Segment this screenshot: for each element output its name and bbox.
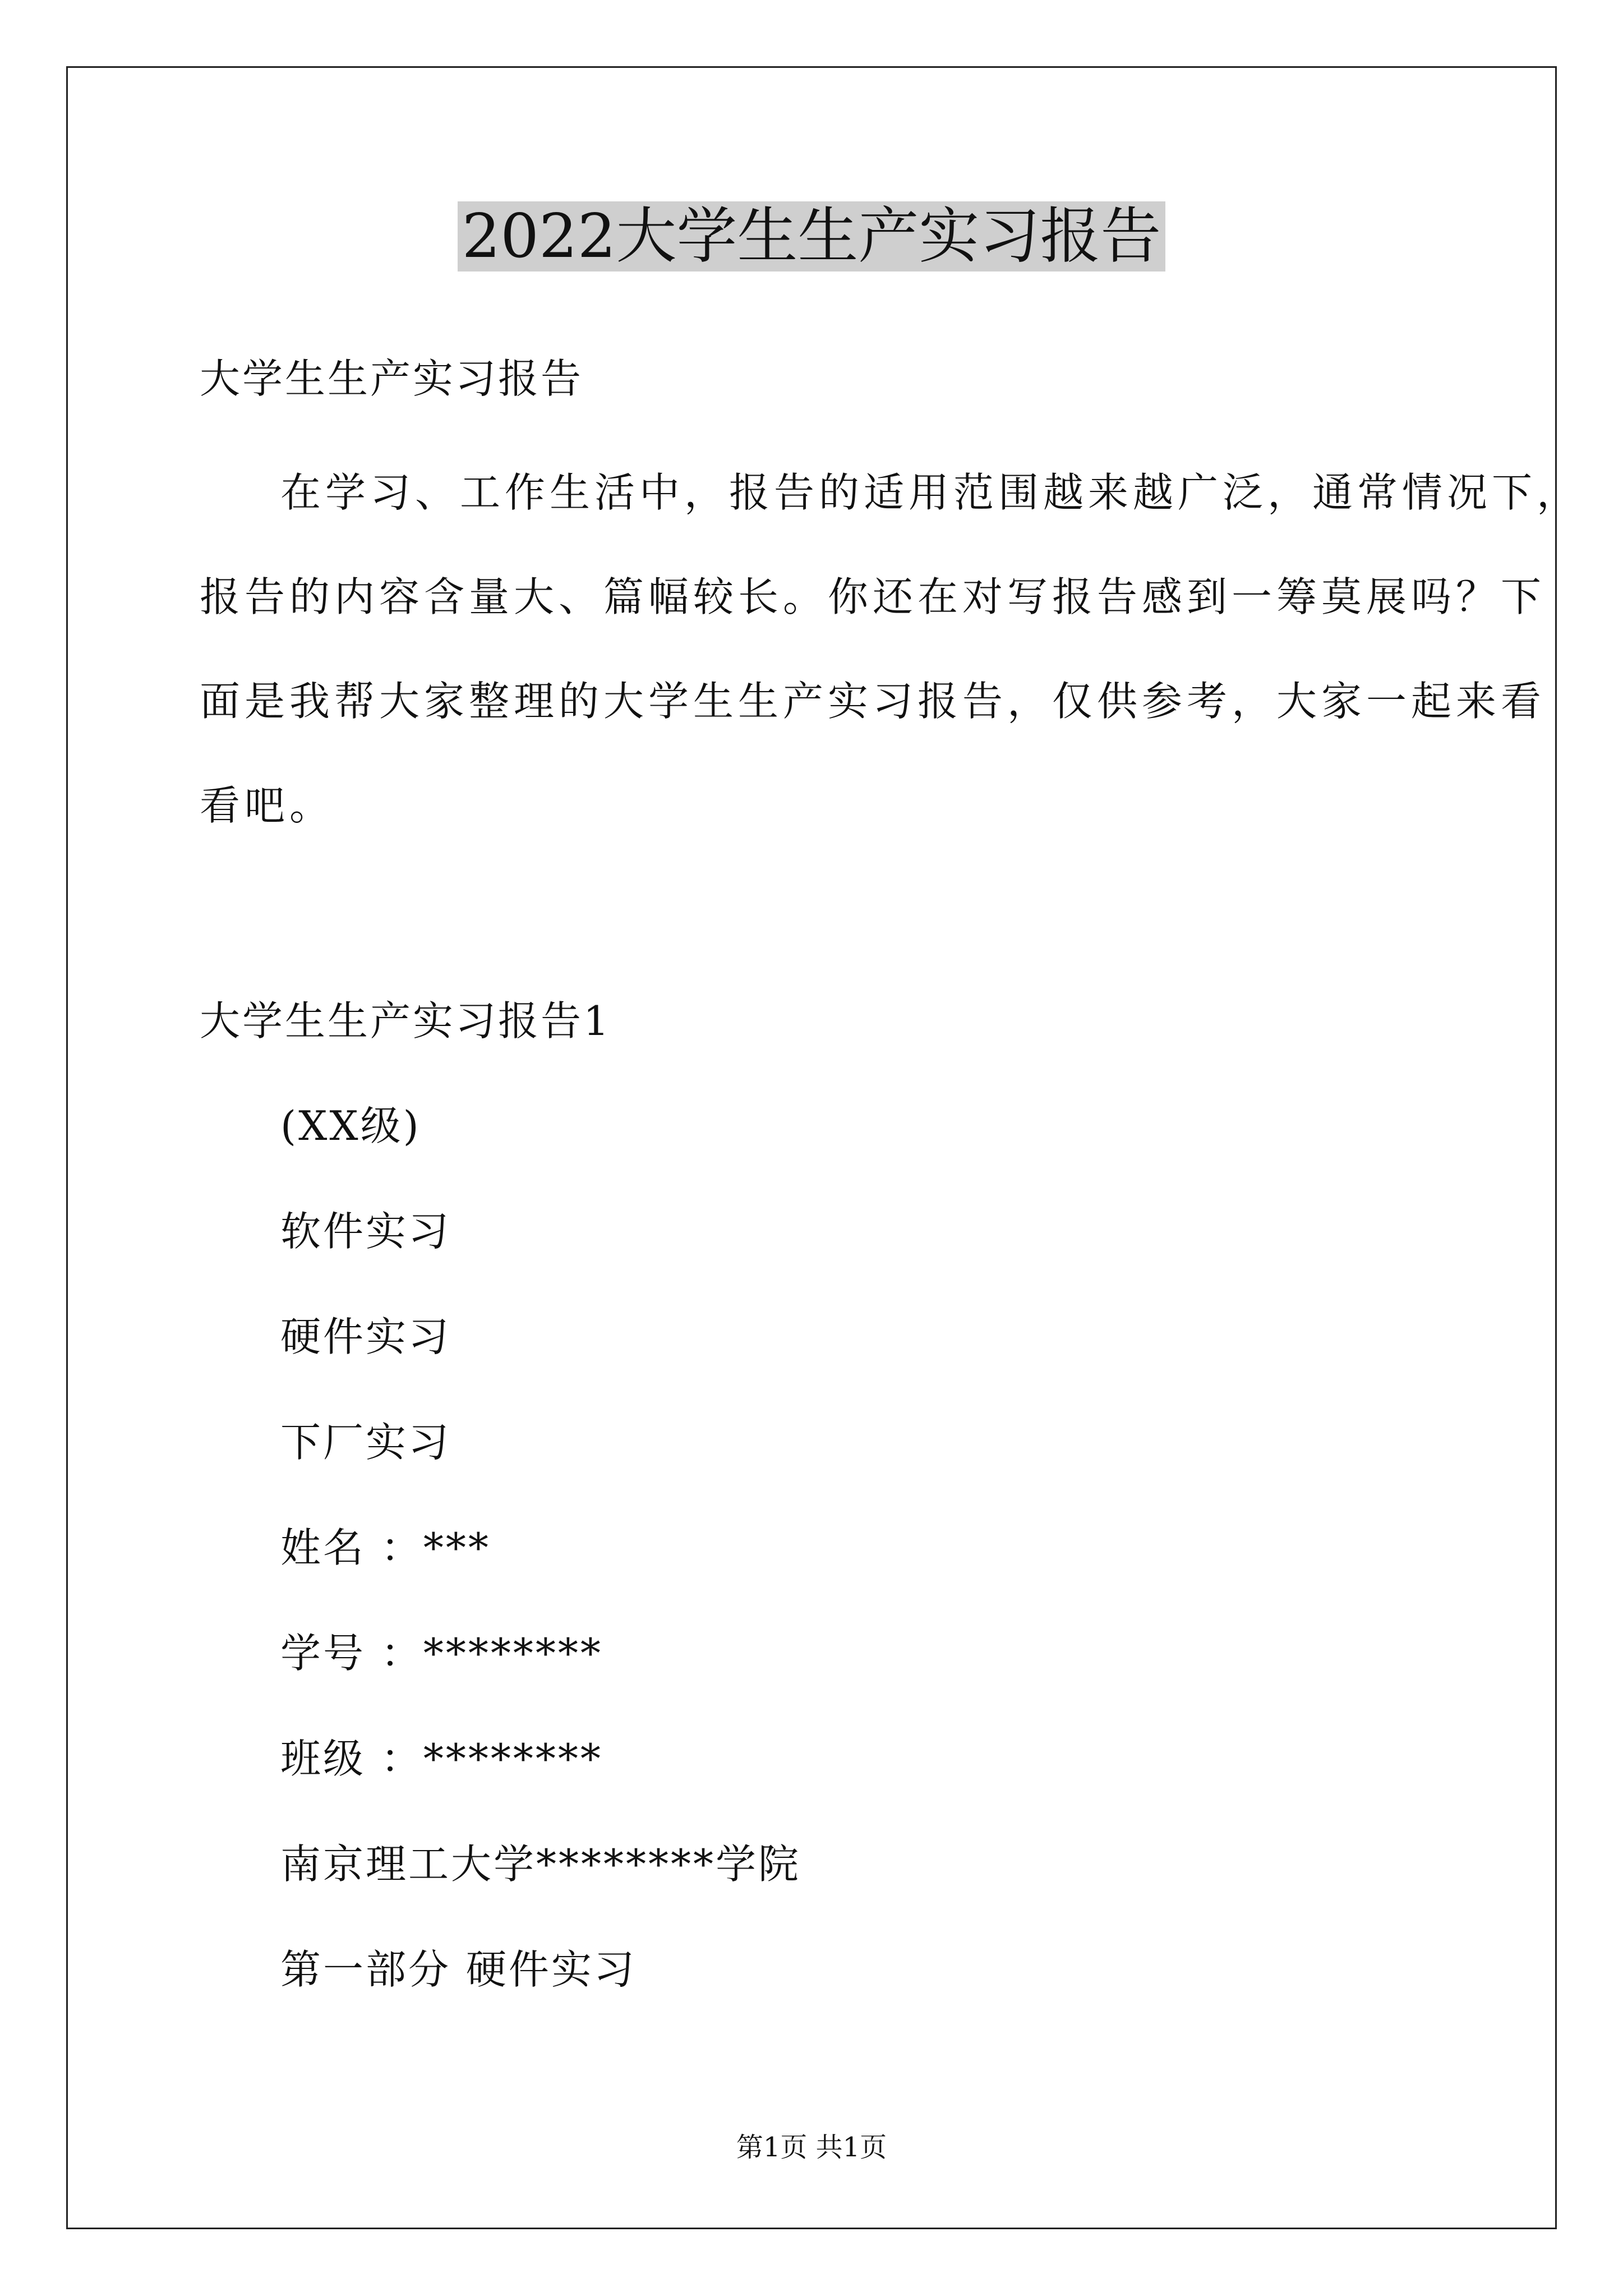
list-item: 软件实习 <box>280 1208 451 1255</box>
intro-line: 在学习、工作生活中，报告的适用范围越来越广泛，通常情况下， <box>280 469 1582 516</box>
list-item: 第一部分 硬件实习 <box>280 1946 637 1993</box>
list-item: 硬件实习 <box>280 1313 451 1360</box>
section-heading: 大学生生产实习报告1 <box>200 997 611 1045</box>
document-title: 2022大学生生产实习报告 <box>0 197 1623 276</box>
list-item: 姓名 ：*** <box>280 1524 491 1571</box>
list-item: 下厂实习 <box>280 1419 451 1466</box>
page-footer: 第1页 共1页 <box>736 2132 887 2163</box>
list-item: (XX级) <box>280 1102 421 1149</box>
list-item: 学号 ：******** <box>280 1630 603 1677</box>
intro-line: 面是我帮大家整理的大学生生产实习报告，仅供参考，大家一起来看 <box>200 678 1546 725</box>
intro-line: 看吧。 <box>200 782 335 829</box>
list-item: 班级 ：******** <box>280 1735 603 1782</box>
intro-line: 报告的内容含量大、篇幅较长。你还在对写报告感到一筹莫展吗？下 <box>200 573 1546 620</box>
document-subtitle: 大学生生产实习报告 <box>200 355 584 402</box>
list-item: 南京理工大学********学院 <box>280 1841 801 1888</box>
